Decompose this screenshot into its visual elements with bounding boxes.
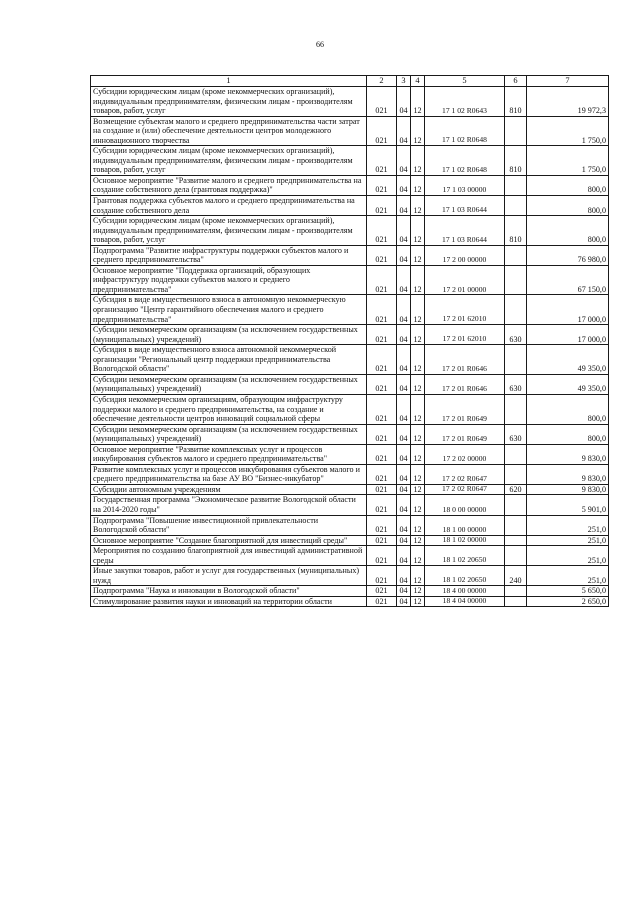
row-subsection-code: 12 [411, 515, 425, 535]
row-name-cell: Подпрограмма "Повышение инвестиционной привлекательности Вологодской области" [91, 515, 367, 535]
row-section-code: 04 [397, 295, 411, 325]
row-target-article: 17 1 02 R0648 [425, 116, 505, 146]
row-subsection-code: 12 [411, 325, 425, 345]
row-section-code: 04 [397, 265, 411, 295]
row-name-cell: Развитие комплексных услуг и процессов инкубирования субъектов малого и среднего предпринимательства на базе АУ ВО "Бизнес-инкубатор" [91, 464, 367, 484]
row-subsection-code: 12 [411, 566, 425, 586]
row-admin-code: 021 [367, 345, 397, 375]
table-row [91, 495, 609, 515]
table-row [91, 116, 609, 146]
row-amount: 800,0 [527, 216, 609, 246]
row-subsection-code: 12 [411, 586, 425, 597]
row-name-cell: Субсидии некоммерческим организациям (за исключением государственных (муниципальных) учреждений) [91, 424, 367, 444]
table-row [91, 196, 609, 216]
row-name-cell: Основное мероприятие "Поддержка организаций, образующих инфраструктуру поддержки субъектов малого и среднего предпринимательства" [91, 265, 367, 295]
row-section-code: 04 [397, 464, 411, 484]
row-name-cell: Субсидия в виде имущественного взноса автономной некоммерческой организации "Региональный центр поддержки предпринимательства Вологодской области" [91, 345, 367, 375]
row-target-article: 18 1 02 20650 [425, 546, 505, 566]
table-row [91, 424, 609, 444]
row-expense-type [505, 515, 527, 535]
table-row [91, 535, 609, 546]
row-admin-code: 021 [367, 484, 397, 495]
row-section-code: 04 [397, 87, 411, 117]
row-amount: 5 650,0 [527, 586, 609, 597]
row-admin-code: 021 [367, 394, 397, 424]
row-admin-code: 021 [367, 325, 397, 345]
row-target-article: 17 2 01 R0646 [425, 374, 505, 394]
row-section-code: 04 [397, 495, 411, 515]
row-section-code: 04 [397, 596, 411, 607]
row-amount: 251,0 [527, 546, 609, 566]
row-expense-type [505, 265, 527, 295]
table-row [91, 175, 609, 195]
table-row [91, 295, 609, 325]
row-expense-type [505, 116, 527, 146]
row-section-code: 04 [397, 546, 411, 566]
table-row [91, 546, 609, 566]
row-target-article: 17 2 01 R0649 [425, 424, 505, 444]
row-admin-code: 021 [367, 586, 397, 597]
row-subsection-code: 12 [411, 394, 425, 424]
row-section-code: 04 [397, 444, 411, 464]
row-amount: 800,0 [527, 175, 609, 195]
row-admin-code: 021 [367, 175, 397, 195]
budget-table [90, 75, 609, 607]
row-subsection-code: 12 [411, 546, 425, 566]
header-col-6: 6 [505, 76, 527, 87]
row-name-cell: Субсидии автономным учреждениям [91, 484, 367, 495]
row-name-cell: Подпрограмма "Наука и инновации в Вологодской области" [91, 586, 367, 597]
row-expense-type [505, 596, 527, 607]
row-expense-type: 630 [505, 325, 527, 345]
table-row [91, 325, 609, 345]
row-admin-code: 021 [367, 424, 397, 444]
row-expense-type [505, 345, 527, 375]
row-admin-code: 021 [367, 444, 397, 464]
row-name-cell: Подпрограмма "Развитие инфраструктуры поддержки субъектов малого и среднего предпринимательства" [91, 245, 367, 265]
row-name-cell: Грантовая поддержка субъектов малого и среднего предпринимательства на создание собственного дела [91, 196, 367, 216]
row-name-cell: Субсидия некоммерческим организациям, образующим инфраструктуру поддержки малого и среднего предпринимательства, на создание и обеспечение деятельности центров инноваций социальной сферы [91, 394, 367, 424]
row-amount: 800,0 [527, 424, 609, 444]
row-subsection-code: 12 [411, 146, 425, 176]
row-target-article: 17 2 01 R0649 [425, 394, 505, 424]
row-admin-code: 021 [367, 265, 397, 295]
row-amount: 17 000,0 [527, 295, 609, 325]
table-row [91, 265, 609, 295]
header-col-3: 3 [397, 76, 411, 87]
table-row [91, 394, 609, 424]
table-row [91, 515, 609, 535]
row-amount: 1 750,0 [527, 116, 609, 146]
row-subsection-code: 12 [411, 245, 425, 265]
table-row [91, 345, 609, 375]
row-section-code: 04 [397, 116, 411, 146]
row-target-article: 18 1 02 00000 [425, 535, 505, 546]
row-admin-code: 021 [367, 515, 397, 535]
row-subsection-code: 12 [411, 116, 425, 146]
row-subsection-code: 12 [411, 87, 425, 117]
row-subsection-code: 12 [411, 596, 425, 607]
row-section-code: 04 [397, 325, 411, 345]
table-row [91, 146, 609, 176]
row-admin-code: 021 [367, 245, 397, 265]
row-admin-code: 021 [367, 566, 397, 586]
header-col-4: 4 [411, 76, 425, 87]
row-admin-code: 021 [367, 374, 397, 394]
row-amount: 800,0 [527, 196, 609, 216]
row-admin-code: 021 [367, 196, 397, 216]
row-target-article: 17 2 00 00000 [425, 245, 505, 265]
row-amount: 9 830,0 [527, 464, 609, 484]
row-admin-code: 021 [367, 295, 397, 325]
table-row [91, 444, 609, 464]
table-row [91, 87, 609, 117]
row-admin-code: 021 [367, 146, 397, 176]
row-target-article: 17 2 02 R0647 [425, 484, 505, 495]
row-name-cell: Мероприятия по созданию благоприятной для инвестиций административной среды [91, 546, 367, 566]
row-name-cell: Основное мероприятие "Развитие комплексных услуг и процессов инкубирования субъектов малого и среднего предпринимательства" [91, 444, 367, 464]
row-expense-type [505, 464, 527, 484]
row-target-article: 18 4 00 00000 [425, 586, 505, 597]
row-subsection-code: 12 [411, 216, 425, 246]
row-section-code: 04 [397, 216, 411, 246]
row-amount: 5 901,0 [527, 495, 609, 515]
row-target-article: 18 0 00 00000 [425, 495, 505, 515]
row-admin-code: 021 [367, 596, 397, 607]
row-subsection-code: 12 [411, 535, 425, 546]
row-name-cell: Субсидии юридическим лицам (кроме некоммерческих организаций), индивидуальным предпринимателям, физическим лицам - производителям товаров, работ, услуг [91, 87, 367, 117]
row-section-code: 04 [397, 586, 411, 597]
row-section-code: 04 [397, 345, 411, 375]
row-expense-type: 630 [505, 374, 527, 394]
row-target-article: 17 1 02 R0648 [425, 146, 505, 176]
row-expense-type [505, 546, 527, 566]
row-name-cell: Основное мероприятие "Развитие малого и среднего предпринимательства на создание собственного дела (грантовая поддержка)" [91, 175, 367, 195]
row-admin-code: 021 [367, 464, 397, 484]
row-amount: 76 980,0 [527, 245, 609, 265]
row-admin-code: 021 [367, 535, 397, 546]
row-target-article: 18 4 04 00000 [425, 596, 505, 607]
row-section-code: 04 [397, 566, 411, 586]
row-amount: 17 000,0 [527, 325, 609, 345]
row-subsection-code: 12 [411, 345, 425, 375]
row-expense-type [505, 535, 527, 546]
row-target-article: 17 1 02 R0643 [425, 87, 505, 117]
row-expense-type [505, 245, 527, 265]
row-amount: 1 750,0 [527, 146, 609, 176]
row-expense-type [505, 295, 527, 325]
row-name-cell: Субсидии некоммерческим организациям (за исключением государственных (муниципальных) учреждений) [91, 325, 367, 345]
row-section-code: 04 [397, 535, 411, 546]
row-admin-code: 021 [367, 116, 397, 146]
row-name-cell: Основное мероприятие "Создание благоприятной для инвестиций среды" [91, 535, 367, 546]
row-admin-code: 021 [367, 495, 397, 515]
row-section-code: 04 [397, 196, 411, 216]
row-target-article: 17 2 01 00000 [425, 265, 505, 295]
row-target-article: 18 1 00 00000 [425, 515, 505, 535]
row-amount: 2 650,0 [527, 596, 609, 607]
row-target-article: 17 2 01 R0646 [425, 345, 505, 375]
row-subsection-code: 12 [411, 484, 425, 495]
header-col-7: 7 [527, 76, 609, 87]
row-target-article: 18 1 02 20650 [425, 566, 505, 586]
row-amount: 19 972,3 [527, 87, 609, 117]
row-subsection-code: 12 [411, 424, 425, 444]
row-amount: 49 350,0 [527, 345, 609, 375]
row-name-cell: Субсидии некоммерческим организациям (за исключением государственных (муниципальных) учреждений) [91, 374, 367, 394]
row-expense-type: 240 [505, 566, 527, 586]
row-amount: 9 830,0 [527, 444, 609, 464]
table-row [91, 596, 609, 607]
row-target-article: 17 2 02 R0647 [425, 464, 505, 484]
row-subsection-code: 12 [411, 374, 425, 394]
row-name-cell: Субсидии юридическим лицам (кроме некоммерческих организаций), индивидуальным предпринимателям, физическим лицам - производителям товаров, работ, услуг [91, 216, 367, 246]
row-subsection-code: 12 [411, 295, 425, 325]
row-target-article: 17 2 01 62010 [425, 295, 505, 325]
row-amount: 800,0 [527, 394, 609, 424]
row-amount: 251,0 [527, 515, 609, 535]
row-expense-type [505, 175, 527, 195]
row-subsection-code: 12 [411, 175, 425, 195]
row-amount: 251,0 [527, 535, 609, 546]
header-col-2: 2 [367, 76, 397, 87]
row-target-article: 17 1 03 R0644 [425, 216, 505, 246]
row-subsection-code: 12 [411, 495, 425, 515]
row-target-article: 17 2 01 62010 [425, 325, 505, 345]
row-section-code: 04 [397, 484, 411, 495]
row-name-cell: Субсидии юридическим лицам (кроме некоммерческих организаций), индивидуальным предпринимателям, физическим лицам - производителям товаров, работ, услуг [91, 146, 367, 176]
row-amount: 9 830,0 [527, 484, 609, 495]
row-name-cell: Стимулирование развития науки и инноваций на территории области [91, 596, 367, 607]
row-target-article: 17 1 03 00000 [425, 175, 505, 195]
row-target-article: 17 1 03 R0644 [425, 196, 505, 216]
row-admin-code: 021 [367, 216, 397, 246]
page-number: 66 [316, 40, 324, 49]
row-section-code: 04 [397, 515, 411, 535]
row-subsection-code: 12 [411, 444, 425, 464]
row-section-code: 04 [397, 374, 411, 394]
row-subsection-code: 12 [411, 265, 425, 295]
row-section-code: 04 [397, 394, 411, 424]
table-header-row [91, 76, 609, 87]
row-section-code: 04 [397, 245, 411, 265]
row-name-cell: Возмещение субъектам малого и среднего предпринимательства части затрат на создание и (или) обеспечение деятельности центров молодежного инновационного творчества [91, 116, 367, 146]
row-admin-code: 021 [367, 546, 397, 566]
row-admin-code: 021 [367, 87, 397, 117]
table-row [91, 484, 609, 495]
row-expense-type: 810 [505, 146, 527, 176]
row-expense-type [505, 394, 527, 424]
row-section-code: 04 [397, 146, 411, 176]
table-row [91, 374, 609, 394]
row-expense-type [505, 586, 527, 597]
row-name-cell: Иные закупки товаров, работ и услуг для государственных (муниципальных) нужд [91, 566, 367, 586]
row-subsection-code: 12 [411, 464, 425, 484]
row-expense-type [505, 444, 527, 464]
row-name-cell: Субсидия в виде имущественного взноса в автономную некоммерческую организацию "Центр гарантийного обеспечения малого и среднего предпринимательства" [91, 295, 367, 325]
table-row [91, 566, 609, 586]
row-expense-type: 620 [505, 484, 527, 495]
row-amount: 49 350,0 [527, 374, 609, 394]
row-section-code: 04 [397, 424, 411, 444]
row-expense-type [505, 495, 527, 515]
header-col-5: 5 [425, 76, 505, 87]
row-target-article: 17 2 02 00000 [425, 444, 505, 464]
table-row [91, 464, 609, 484]
row-expense-type: 810 [505, 87, 527, 117]
row-amount: 251,0 [527, 566, 609, 586]
table-row [91, 586, 609, 597]
row-subsection-code: 12 [411, 196, 425, 216]
row-expense-type: 630 [505, 424, 527, 444]
row-expense-type [505, 196, 527, 216]
row-amount: 67 150,0 [527, 265, 609, 295]
header-col-1: 1 [91, 76, 367, 87]
row-name-cell: Государственная программа "Экономическое развитие Вологодской области на 2014-2020 годы" [91, 495, 367, 515]
table-row [91, 245, 609, 265]
row-expense-type: 810 [505, 216, 527, 246]
table-row [91, 216, 609, 246]
row-section-code: 04 [397, 175, 411, 195]
